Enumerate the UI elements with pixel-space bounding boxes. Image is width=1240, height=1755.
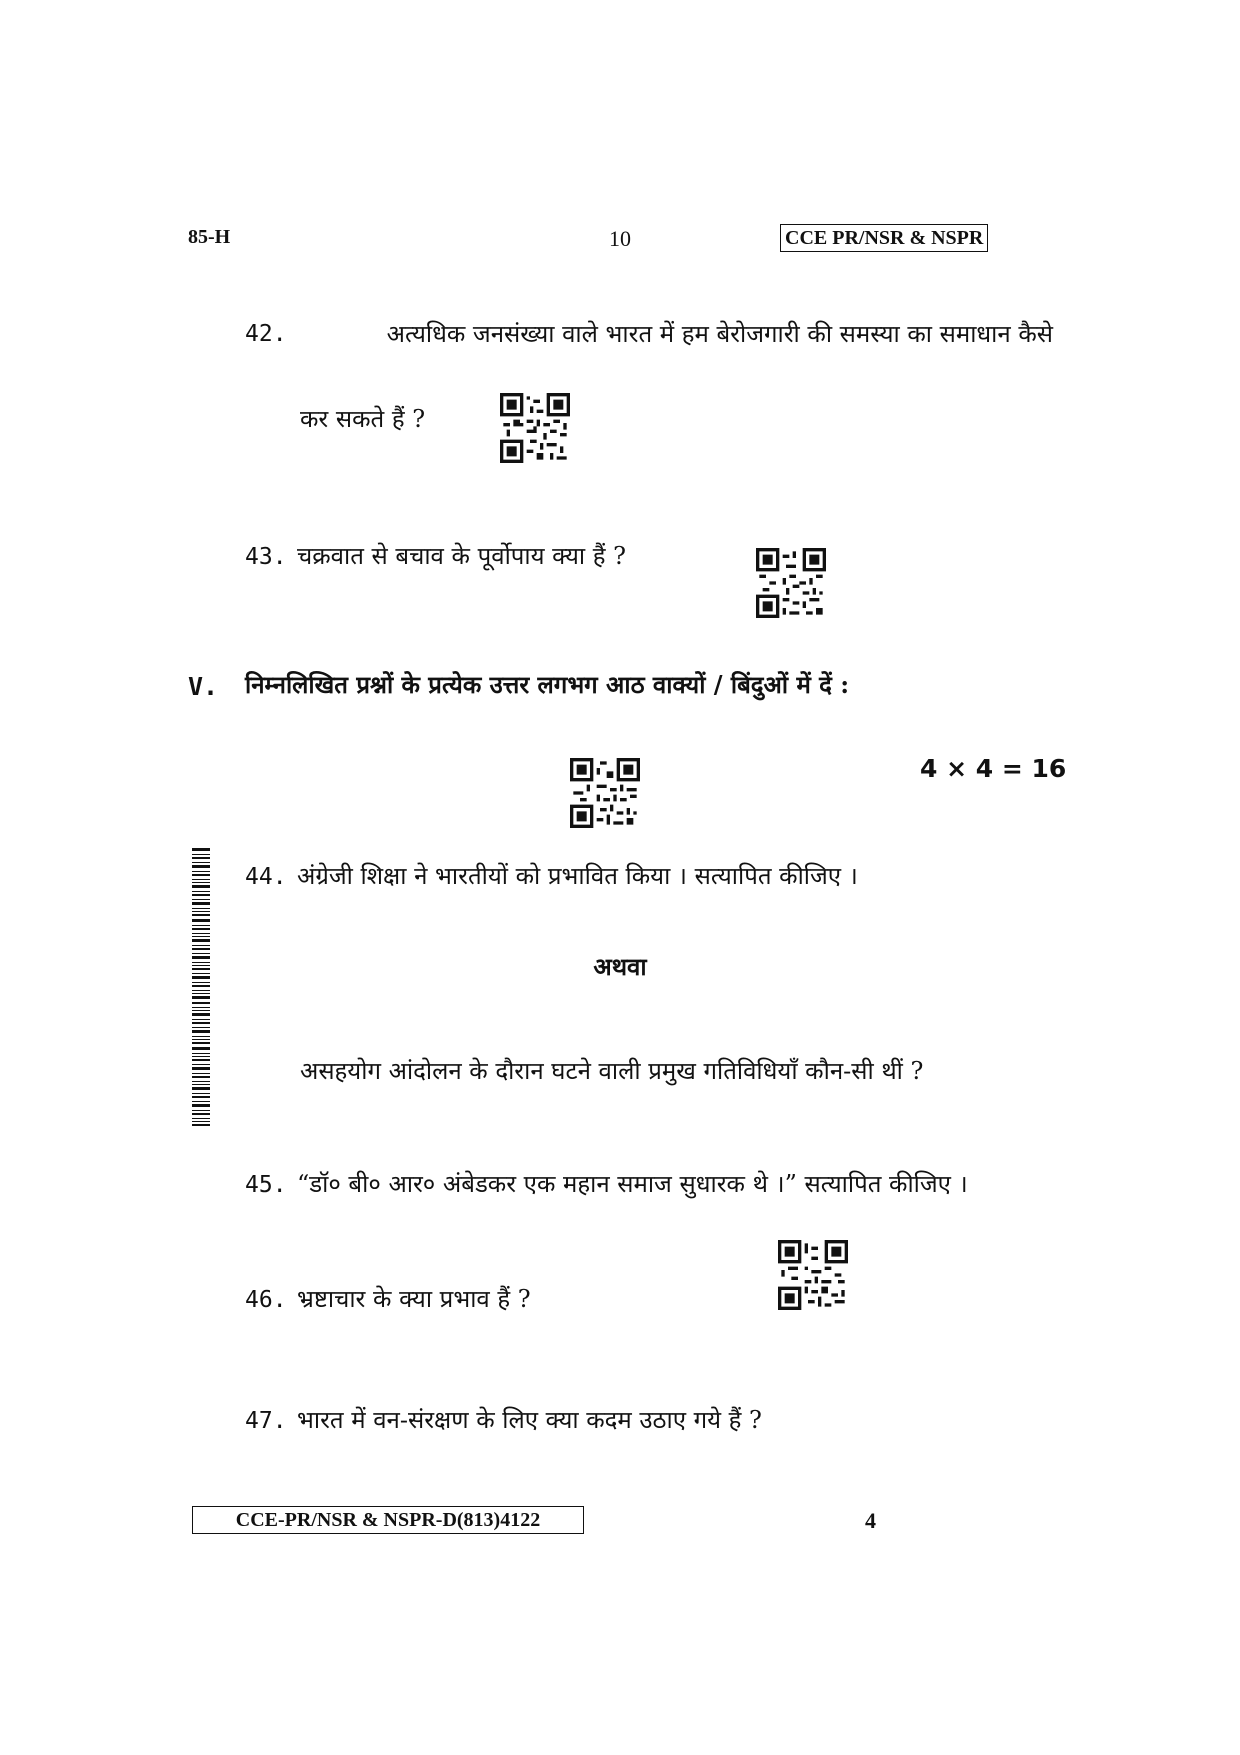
question-number: 43. — [245, 544, 287, 570]
qr-code-icon — [570, 758, 640, 828]
question-text: अंग्रेजी शिक्षा ने भारतीयों को प्रभावित किया । सत्यापित कीजिए । — [297, 862, 858, 890]
barcode-icon — [192, 848, 210, 1126]
qr-code-icon — [778, 1240, 848, 1310]
question-number: 46. — [245, 1287, 287, 1313]
question-44 — [245, 860, 858, 893]
question-42 — [245, 318, 1053, 350]
section-marks: 4 × 4 = 16 — [920, 754, 1067, 783]
footer-page-number: 4 — [865, 1508, 876, 1533]
question-text: अत्यधिक जनसंख्या वाले भारत में हम बेरोजगारी की समस्या का समाधान कैसे — [386, 320, 1053, 348]
question-number: 44. — [245, 864, 287, 890]
question-42-continuation: कर सकते हैं ? — [300, 405, 426, 433]
question-43 — [245, 540, 626, 573]
footer-code: CCE-PR/NSR & NSPR-D(813)4122 — [192, 1506, 584, 1534]
question-47 — [245, 1404, 762, 1437]
section-label: V. — [188, 672, 219, 701]
or-label: अथवा — [593, 952, 647, 981]
qr-code-icon — [756, 548, 826, 618]
question-text: भ्रष्टाचार के क्या प्रभाव हैं ? — [297, 1285, 531, 1313]
question-44-alternative: असहयोग आंदोलन के दौरान घटने वाली प्रमुख गतिविधियाँ कौन-सी थीं ? — [300, 1057, 924, 1085]
question-45 — [245, 1168, 968, 1201]
question-number: 47. — [245, 1408, 287, 1434]
section-instruction: निम्नलिखित प्रश्नों के प्रत्येक उत्तर लगभग आठ वाक्यों / बिंदुओं में दें : — [245, 670, 850, 699]
question-number: 42. — [245, 321, 287, 347]
header-code: 85-H — [188, 226, 231, 248]
header-page-number: 10 — [609, 226, 631, 251]
question-text: “डॉ० बी० आर० अंबेडकर एक महान समाज सुधारक थे ।” सत्यापित कीजिए । — [297, 1170, 968, 1198]
qr-code-icon — [500, 393, 570, 463]
question-text: भारत में वन-संरक्षण के लिए क्या कदम उठाए गये हैं ? — [297, 1406, 762, 1434]
question-text: चक्रवात से बचाव के पूर्वोपाय क्या हैं ? — [297, 542, 627, 570]
question-number: 45. — [245, 1172, 287, 1198]
question-46 — [245, 1283, 531, 1316]
header-exam-code: CCE PR/NSR & NSPR — [780, 224, 988, 252]
